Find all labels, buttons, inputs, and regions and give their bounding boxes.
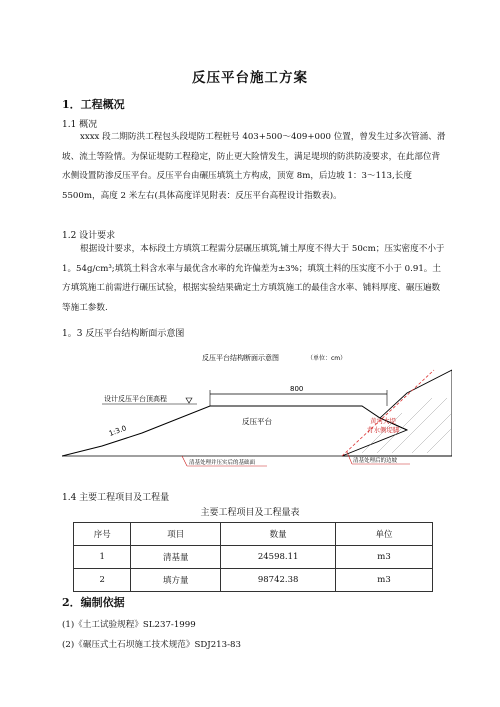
reference-item: (1)《土工试验规程》SL237-1999 (62, 620, 196, 630)
section-1-3-heading: 1。3 反压平台结构断面示意图 (62, 329, 185, 339)
slope-label: 1:3.0 (107, 424, 128, 438)
table-cell: m3 (336, 546, 433, 569)
table-cell: 填方量 (131, 569, 221, 592)
table-header-row (74, 523, 433, 546)
elevation-marker-icon (186, 398, 192, 403)
table-cell: 2 (74, 569, 131, 592)
table-row (74, 546, 433, 569)
table-header-cell: 序号 (74, 523, 131, 546)
section-1-heading: 1．工程概况 (62, 98, 125, 111)
section-1-4-heading: 1.4 主要工程项目及工程量 (62, 493, 170, 503)
base-left-label: 清基处理并压实后的基础面 (189, 460, 256, 466)
figure-title: 反压平台结构断面示意图 (202, 354, 279, 362)
table-caption: 主要工程项目及工程量表 (200, 508, 300, 518)
base-right-label: 清基处理后的边坡 (353, 458, 398, 464)
section-2-heading: 2．编制依据 (62, 596, 125, 609)
table-cell: 清基量 (131, 546, 221, 569)
base-right-leader (347, 452, 352, 464)
dike-slope-line (342, 370, 434, 456)
design-elevation-label: 设计反压平台顶高程 (104, 395, 167, 403)
section-1-1-heading: 1.1 概况 (62, 120, 98, 130)
table-header-cell: 数量 (221, 523, 336, 546)
cross-section-diagram (62, 348, 452, 473)
dike-label-line1: 黄河大堤 (370, 417, 396, 425)
table-cell: 98742.38 (221, 569, 336, 592)
dike-label-line2: 背水侧堤脚 (367, 426, 400, 434)
section-1-2-heading: 1.2 设计要求 (62, 231, 116, 241)
table-cell: m3 (336, 569, 433, 592)
section-1-2-paragraph: 根据设计要求，本标段土方填筑工程需分层碾压填筑,铺土厚度不得大于 50cm；压实密度不小于 1。54g/cm³;填筑土料含水率与最优含水率的允许偏差为±3%；填筑土料的压实度不小于 0.91。土方填筑施工前需进行碾压试验，根据实验结果确定土方填筑施工的最佳含水率、铺料厚度、碾压遍数等施工参数. (62, 244, 445, 313)
quantities-table (73, 522, 433, 592)
doc-title: 反压平台施工方案 (192, 70, 308, 86)
figure-unit: （单位：cm） (307, 355, 347, 362)
width-label: 800 (290, 385, 304, 393)
table-row (74, 569, 433, 592)
table-header-cell: 项目 (131, 523, 221, 546)
table-header-cell: 单位 (336, 523, 433, 546)
base-left-leader (182, 456, 187, 466)
platform-label: 反压平台 (242, 417, 272, 426)
table-cell: 24598.11 (221, 546, 336, 569)
section-1-1-paragraph: xxxx 段二期防洪工程包头段堤防工程桩号 403+500～409+000 位置，曾发生过多次管涌、滑坡、流土等险情。为保证堤防工程稳定，防止更大险情发生，满足堤坝的防洪防凌要求，在此部位背水侧设置防渗反压平台。反压平台由碾压填筑土方构成，顶宽 8m，后边坡 1：3～113,长度 5500m，高度 2 米左右(具体高度详见附表：反压平台高程设计指数表)。 (62, 132, 446, 201)
table-cell: 1 (74, 546, 131, 569)
dike-outline (342, 370, 452, 456)
reference-item: (2)《碾压式土石坝施工技术规范》SDJ213-83 (62, 640, 241, 650)
